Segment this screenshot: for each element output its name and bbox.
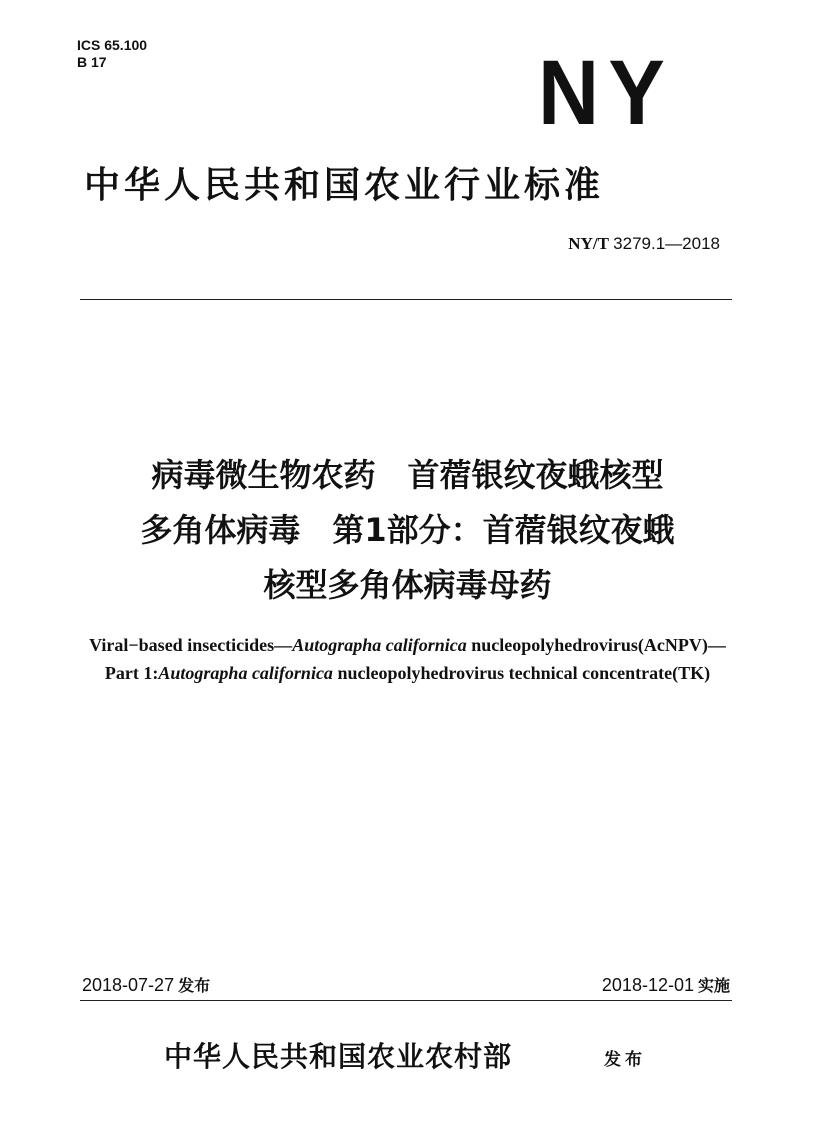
bottom-divider — [80, 1000, 732, 1001]
english-title-part: Viral−based insecticides— — [89, 635, 293, 655]
standard-code: NY/T — [568, 234, 609, 253]
industry-standard-heading: 中华人民共和国农业行业标准 — [84, 165, 605, 206]
english-title-line-2 — [40, 659, 775, 687]
classification-codes — [77, 37, 147, 71]
issue-date — [82, 974, 210, 997]
title-line-2: 多角体病毒 第1部分：首蓿银纹夜蛾 — [140, 511, 675, 549]
ics-code: ICS 65.100 — [77, 37, 148, 53]
issue-date-value: 2018-07-27 — [82, 975, 175, 995]
chinese-title — [0, 448, 815, 613]
english-title-part: nucleopolyhedrovirus(AcNPV)— — [466, 635, 726, 655]
ccs-code: B 17 — [77, 54, 107, 70]
standard-number-value: 3279.1—2018 — [613, 234, 720, 253]
top-divider — [80, 299, 732, 300]
implementation-date-label: 实施 — [697, 976, 730, 995]
english-title — [40, 631, 775, 687]
english-title-line-1 — [40, 631, 775, 659]
issuing-authority: 中华人民共和国农业农村部 — [164, 1040, 513, 1073]
standard-number — [568, 234, 720, 254]
issue-date-label: 发布 — [178, 976, 211, 995]
english-title-part: nucleopolyhedrovirus technical concentrate(TK) — [332, 663, 711, 683]
issuing-label: 发布 — [604, 1050, 646, 1070]
english-title-species: Autographa californica — [158, 663, 333, 683]
english-title-species: Autographa californica — [292, 635, 467, 655]
implementation-date-value: 2018-12-01 — [601, 975, 694, 995]
title-line-3: 核型多角体病毒母药 — [263, 566, 552, 604]
implementation-date — [602, 974, 730, 997]
title-line-1: 病毒微生物农药 首蓿银纹夜蛾核型 — [151, 456, 664, 494]
english-title-part: Part 1: — [104, 663, 159, 683]
ny-logo: NY — [538, 42, 674, 144]
